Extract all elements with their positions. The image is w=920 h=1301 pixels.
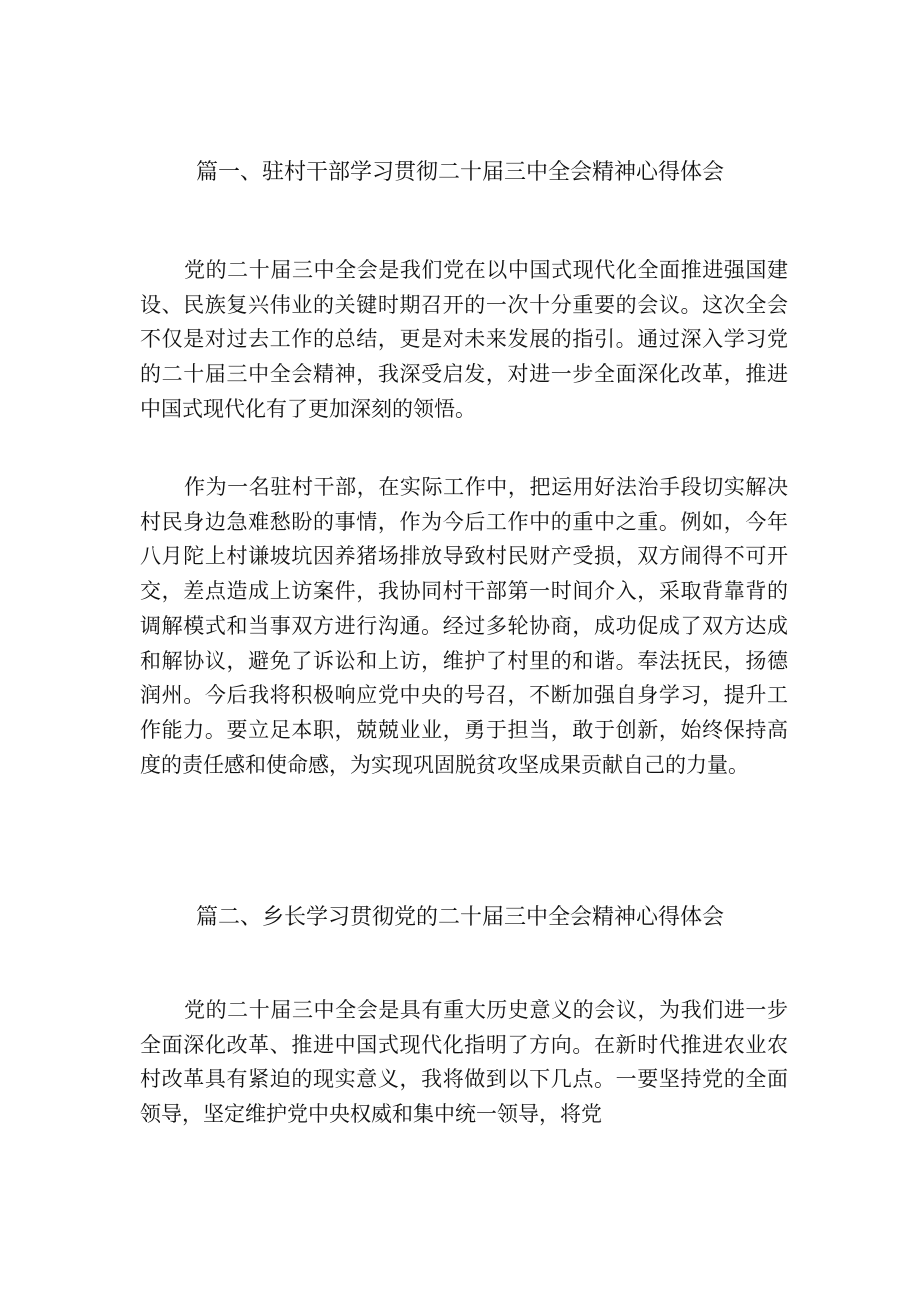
paragraph-1: 党的二十届三中全会是我们党在以中国式现代化全面推进强国建设、民族复兴伟业的关键时期召开的一次十分重要的会议。这次全会不仅是对过去工作的总结，更是对未来发展的指引。通过深入学习党的二十届三中全会精神，我深受启发，对进一步全面深化改革，推进中国式现代化有了更加深刻的领悟。 bbox=[140, 258, 788, 421]
section-title-2: 篇二、乡长学习贯彻党的二十届三中全会精神心得体会 bbox=[195, 905, 724, 930]
paragraph-3: 党的二十届三中全会是具有重大历史意义的会议，为我们进一步全面深化改革、推进中国式现代化指明了方向。在新时代推进农业农村改革具有紧迫的现实意义，我将做到以下几点。一要坚持党的全面领导，坚定维护党中央权威和集中统一领导，将党 bbox=[140, 998, 788, 1127]
section-title-1: 篇一、驻村干部学习贯彻二十届三中全会精神心得体会 bbox=[195, 160, 724, 185]
paragraph-2: 作为一名驻村干部，在实际工作中，把运用好法治手段切实解决村民身边急难愁盼的事情，作为今后工作中的重中之重。例如，今年八月陀上村谦坡坑因养猪场排放导致村民财产受损，双方闹得不可开交，差点造成上访案件，我协同村干部第一时间介入，采取背靠背的调解模式和当事双方进行沟通。经过多轮协商，成功促成了双方达成和解协议，避免了诉讼和上访，维护了村里的和谐。奉法抚民，扬德润州。今后我将积极响应党中央的号召，不断加强自身学习，提升工作能力。要立足本职，兢兢业业，勇于担当，敢于创新，始终保持高度的责任感和使命感，为实现巩固脱贫攻坚成果贡献自己的力量。 bbox=[140, 475, 788, 777]
